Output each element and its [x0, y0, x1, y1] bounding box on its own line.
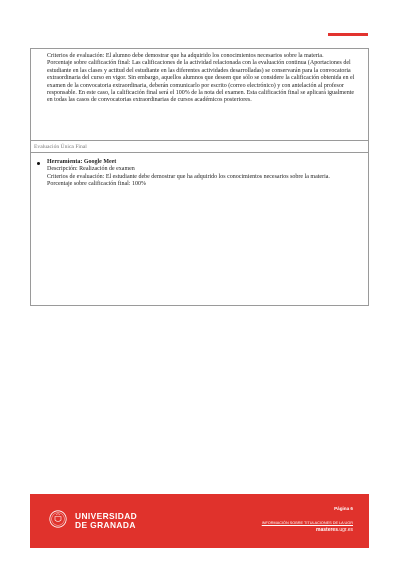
website-link[interactable] [316, 527, 353, 533]
final-evaluation-cell [31, 159, 368, 189]
criteria-text-2: Criterios de evaluación: El estudiante debe demostrar que ha adquirido los conocimientos necesarios sobre la materia. [47, 173, 330, 180]
section-header: Evaluación Única Final [31, 141, 368, 153]
percentage-text: Porcentaje sobre calificación final: Las calificaciones de la actividad relacionada con la evaluación continua (Aportaciones del estudiante en las clases y actitud del estudiante en las diferentes actividades desarrolladas) se conservarán para la convocatoria extraordinaria del curso en vigor. Sin embargo, aquellos alumnos que deseen que sólo se considere la calificación obtenida en el examen de la convocatoria extraordinaria, deberán comunicarlo por escrito (correo electrónico) y con antelación al profesor responsable. En este caso, la calificación final será el 100% de la nota del examen. Esta calificación final se aplicará igualmente en todas las casos de convocatorias extraordinarias de cursos académicos posteriores. [47, 60, 355, 104]
continuous-evaluation-cell [31, 49, 368, 141]
website-domain: .ugr.es [337, 527, 353, 533]
info-link[interactable]: INFORMACIÓN SOBRE TITULACIONES DE LA UGR [261, 521, 353, 525]
evaluation-table [30, 48, 369, 306]
tool-title: Herramienta: Google Meet [47, 159, 117, 165]
percentage-text-2: Porcentaje sobre calificación final: 100% [47, 181, 146, 188]
website-bold: masteres [316, 527, 338, 533]
bullet-icon [37, 162, 40, 165]
university-name [75, 512, 137, 530]
university-name-line1: UNIVERSIDAD [75, 511, 138, 521]
tool-list [37, 159, 354, 189]
description-text: Descripción: Realización de examen [47, 166, 135, 173]
top-accent-bar [328, 33, 368, 36]
list-item [37, 159, 354, 189]
university-seal-icon [49, 510, 67, 528]
university-name-line2: DE GRANADA [75, 520, 136, 530]
page-number: Página 6 [334, 506, 353, 511]
footer-banner [30, 494, 369, 548]
criteria-text: Criterios de evaluación: El alumno debe demostrar que ha adquirido los conocimientos necesarios sobre la materia. [47, 53, 324, 59]
